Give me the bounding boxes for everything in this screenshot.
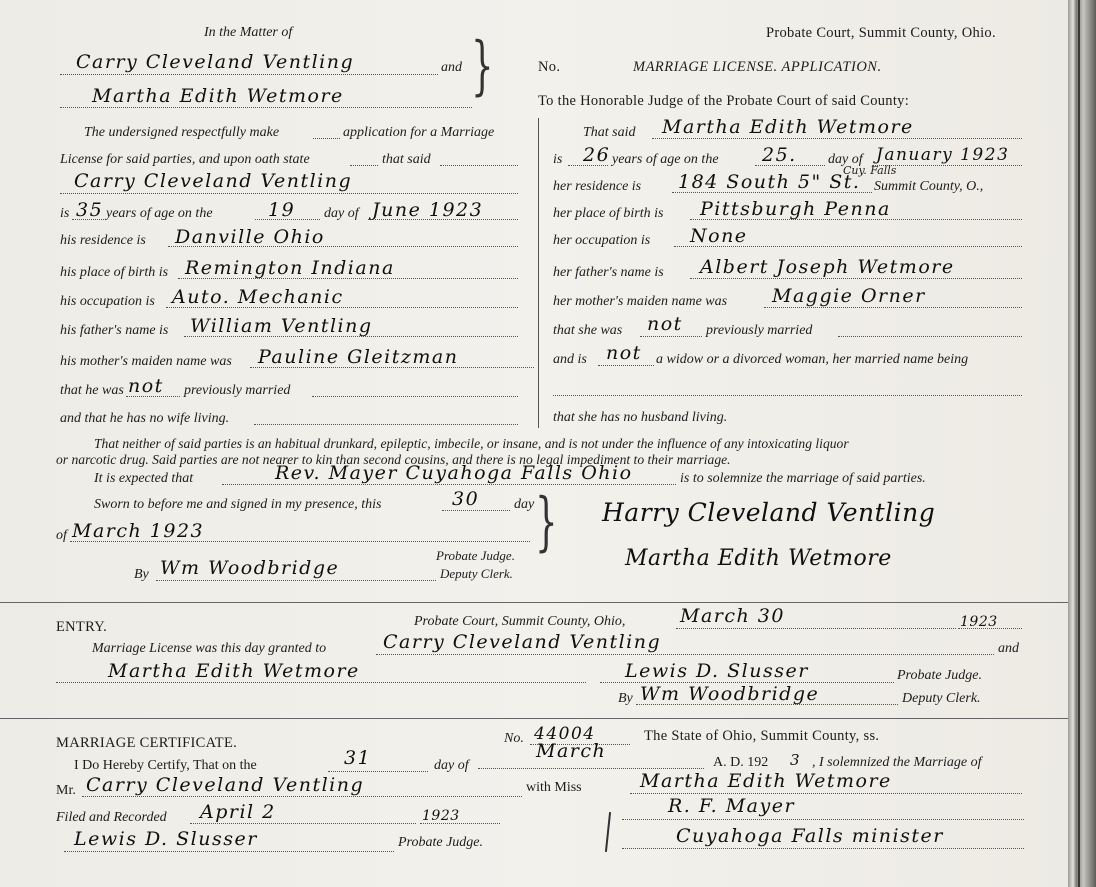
book-edge-line bbox=[1078, 0, 1080, 887]
certificate-no-label: No. bbox=[504, 731, 524, 746]
expected-label: It is expected that bbox=[94, 471, 194, 486]
groom-residence-label: his residence is bbox=[60, 233, 146, 248]
bride-county-label: Summit County, O., bbox=[874, 179, 984, 194]
oath-deputy-clerk-label: Deputy Clerk. bbox=[440, 566, 513, 581]
certificate-filed-date: April 2 bbox=[200, 801, 276, 823]
certificate-solemnized-label: , I solemnized the Marriage of bbox=[812, 755, 982, 770]
groom-birth-month-year: June 1923 bbox=[372, 199, 484, 221]
court-header: Probate Court, Summit County, Ohio. bbox=[766, 25, 996, 41]
groom-age: 35 bbox=[76, 199, 104, 221]
application-para-2: License for said parties, and upon oath state bbox=[60, 152, 310, 167]
sworn-day: 30 bbox=[452, 488, 480, 510]
entry-probate-judge-label: Probate Judge. bbox=[897, 668, 983, 683]
to-judge-label: To the Honorable Judge of the Probate Court of said County: bbox=[538, 93, 910, 109]
bride-age: 26 bbox=[583, 144, 611, 166]
groom-age-label: years of age on the bbox=[106, 206, 213, 221]
bride-birthplace: Pittsburgh Penna bbox=[700, 198, 891, 220]
bride-birth-month-year: January 1923 bbox=[876, 145, 1010, 165]
column-divider bbox=[538, 118, 539, 428]
entry-judge-signature: Lewis D. Slusser bbox=[625, 660, 809, 682]
groom-no-wife-label: and that he has no wife living. bbox=[60, 411, 230, 426]
pen-mark bbox=[605, 812, 611, 852]
application-para-2b: that said bbox=[382, 152, 431, 167]
bride-residence-label: her residence is bbox=[553, 179, 642, 194]
certificate-groom: Carry Cleveland Ventling bbox=[86, 774, 365, 796]
certificate-with-label: with Miss bbox=[526, 780, 582, 795]
groom-signature: Harry Cleveland Ventling bbox=[602, 498, 936, 527]
entry-granted-label: Marriage License was this day granted to bbox=[92, 641, 327, 656]
sworn-label: Sworn to before me and signed in my presence, this bbox=[94, 497, 382, 512]
bride-birthplace-label: her place of birth is bbox=[553, 206, 664, 221]
certificate-number: 44004 bbox=[534, 724, 596, 744]
entry-title: ENTRY. bbox=[56, 619, 108, 635]
oath-line-2: or narcotic drug. Said parties are not nearer to kin than second cousins, and there is no legal impediment to their marriage. bbox=[56, 452, 731, 467]
oath-deputy-signature: Wm Woodbridge bbox=[160, 557, 340, 579]
license-application-title: MARRIAGE LICENSE. APPLICATION. bbox=[633, 59, 882, 75]
groom-occupation: Auto. Mechanic bbox=[172, 286, 344, 308]
entry-and-label: and bbox=[998, 641, 1019, 656]
groom-day-of-label: day of bbox=[324, 206, 359, 221]
entry-court-label: Probate Court, Summit County, Ohio, bbox=[414, 614, 626, 629]
officiant-name: Rev. Mayer Cuyahoga Falls Ohio bbox=[275, 462, 633, 484]
bride-prev-value: not bbox=[647, 313, 683, 335]
groom-prev-label: that he was bbox=[60, 383, 124, 398]
groom-prev-value: not bbox=[128, 375, 164, 397]
certificate-certify-label: I Do Hereby Certify, That on the bbox=[74, 758, 257, 773]
application-para-1: The undersigned respectfully make bbox=[84, 125, 280, 140]
certificate-day-of-label: day of bbox=[434, 758, 469, 773]
bride-signature: Martha Edith Wetmore bbox=[625, 546, 892, 571]
certificate-officiant-signature: R. F. Mayer bbox=[668, 795, 796, 817]
certificate-officiant-title: Cuyahoga Falls minister bbox=[676, 825, 944, 847]
bride-name: Martha Edith Wetmore bbox=[662, 116, 914, 138]
oath-brace: } bbox=[535, 485, 558, 559]
bride-is-label: is bbox=[553, 152, 563, 167]
groom-prev-label-2: previously married bbox=[184, 383, 291, 398]
bride-widow-value: not bbox=[606, 342, 642, 364]
oath-line-1: That neither of said parties is an habitual drunkard, epileptic, imbecile, or insane, and is not under the influence of any intoxicating liquor bbox=[94, 436, 849, 451]
certificate-month: March bbox=[536, 740, 607, 762]
section-divider-entry bbox=[0, 602, 1068, 603]
bride-residence-extra: Cuy. Falls bbox=[843, 164, 897, 177]
entry-bride: Martha Edith Wetmore bbox=[108, 660, 360, 682]
certificate-filed-year: 1923 bbox=[422, 808, 460, 824]
party-brace: } bbox=[471, 29, 494, 103]
entry-date: March 30 bbox=[680, 605, 785, 627]
groom-occupation-label: his occupation is bbox=[60, 294, 155, 309]
groom-is-label: is bbox=[60, 206, 70, 221]
groom-birthplace: Remington Indiana bbox=[185, 257, 395, 279]
sworn-of-label: of bbox=[56, 528, 67, 543]
groom-name: Carry Cleveland Ventling bbox=[74, 170, 353, 192]
party1-name: Carry Cleveland Ventling bbox=[76, 51, 355, 73]
certificate-probate-judge-label: Probate Judge. bbox=[398, 835, 484, 850]
entry-year: 1923 bbox=[960, 614, 998, 630]
expected-label-2: is to solemnize the marriage of said parties. bbox=[680, 471, 926, 486]
bride-birth-day: 25. bbox=[762, 144, 797, 166]
sworn-day-label: day bbox=[514, 497, 535, 512]
certificate-bride: Martha Edith Wetmore bbox=[640, 770, 892, 792]
groom-birth-day: 19 bbox=[268, 199, 296, 221]
bride-father-label: her father's name is bbox=[553, 265, 664, 280]
bride-occupation-label: her occupation is bbox=[553, 233, 651, 248]
groom-father-label: his father's name is bbox=[60, 323, 169, 338]
groom-residence: Danville Ohio bbox=[175, 226, 325, 248]
bride-no-husband-label: that she has no husband living. bbox=[553, 410, 728, 425]
groom-mother: Pauline Gleitzman bbox=[258, 346, 459, 368]
groom-father: William Ventling bbox=[190, 315, 373, 337]
party2-name: Martha Edith Wetmore bbox=[92, 85, 344, 107]
bride-prev-label: that she was bbox=[553, 323, 623, 338]
certificate-year-digit: 3 bbox=[790, 751, 802, 769]
entry-deputy-signature: Wm Woodbridge bbox=[640, 683, 820, 705]
bride-prev-label-2: previously married bbox=[706, 323, 813, 338]
certificate-title: MARRIAGE CERTIFICATE. bbox=[56, 735, 238, 751]
section-divider-certificate bbox=[0, 718, 1068, 719]
oath-by-label: By bbox=[134, 567, 149, 582]
bride-occupation: None bbox=[690, 225, 748, 247]
book-edge bbox=[1068, 0, 1096, 887]
certificate-ad-label: A. D. 192 bbox=[713, 755, 769, 770]
bride-mother-label: her mother's maiden name was bbox=[553, 294, 728, 309]
bride-day-of-label: day of bbox=[828, 152, 863, 167]
certificate-state-label: The State of Ohio, Summit County, ss. bbox=[644, 728, 880, 744]
groom-birthplace-label: his place of birth is bbox=[60, 265, 169, 280]
bride-age-label: years of age on the bbox=[612, 152, 719, 167]
bride-mother: Maggie Orner bbox=[772, 285, 926, 307]
certificate-day: 31 bbox=[344, 747, 372, 769]
bride-widow-label-2: a widow or a divorced woman, her married name being bbox=[656, 352, 969, 367]
entry-groom: Carry Cleveland Ventling bbox=[383, 631, 662, 653]
entry-by-label: By bbox=[618, 691, 633, 706]
in-the-matter-of-label: In the Matter of bbox=[204, 25, 293, 40]
license-no-label: No. bbox=[538, 59, 561, 75]
sworn-month-year: March 1923 bbox=[72, 520, 205, 542]
bride-father: Albert Joseph Wetmore bbox=[700, 256, 955, 278]
groom-mother-label: his mother's maiden name was bbox=[60, 354, 232, 369]
application-para-1b: application for a Marriage bbox=[343, 125, 495, 140]
certificate-filed-label: Filed and Recorded bbox=[56, 810, 167, 825]
oath-probate-judge-label: Probate Judge. bbox=[436, 548, 515, 563]
certificate-judge-signature: Lewis D. Slusser bbox=[74, 828, 258, 850]
certificate-mr-label: Mr. bbox=[56, 783, 76, 798]
bride-that-said-label: That said bbox=[583, 125, 636, 140]
and-label: and bbox=[441, 60, 462, 75]
bride-residence: 184 South 5" St. bbox=[678, 171, 861, 193]
bride-widow-label: and is bbox=[553, 352, 587, 367]
entry-deputy-clerk-label: Deputy Clerk. bbox=[902, 691, 981, 706]
